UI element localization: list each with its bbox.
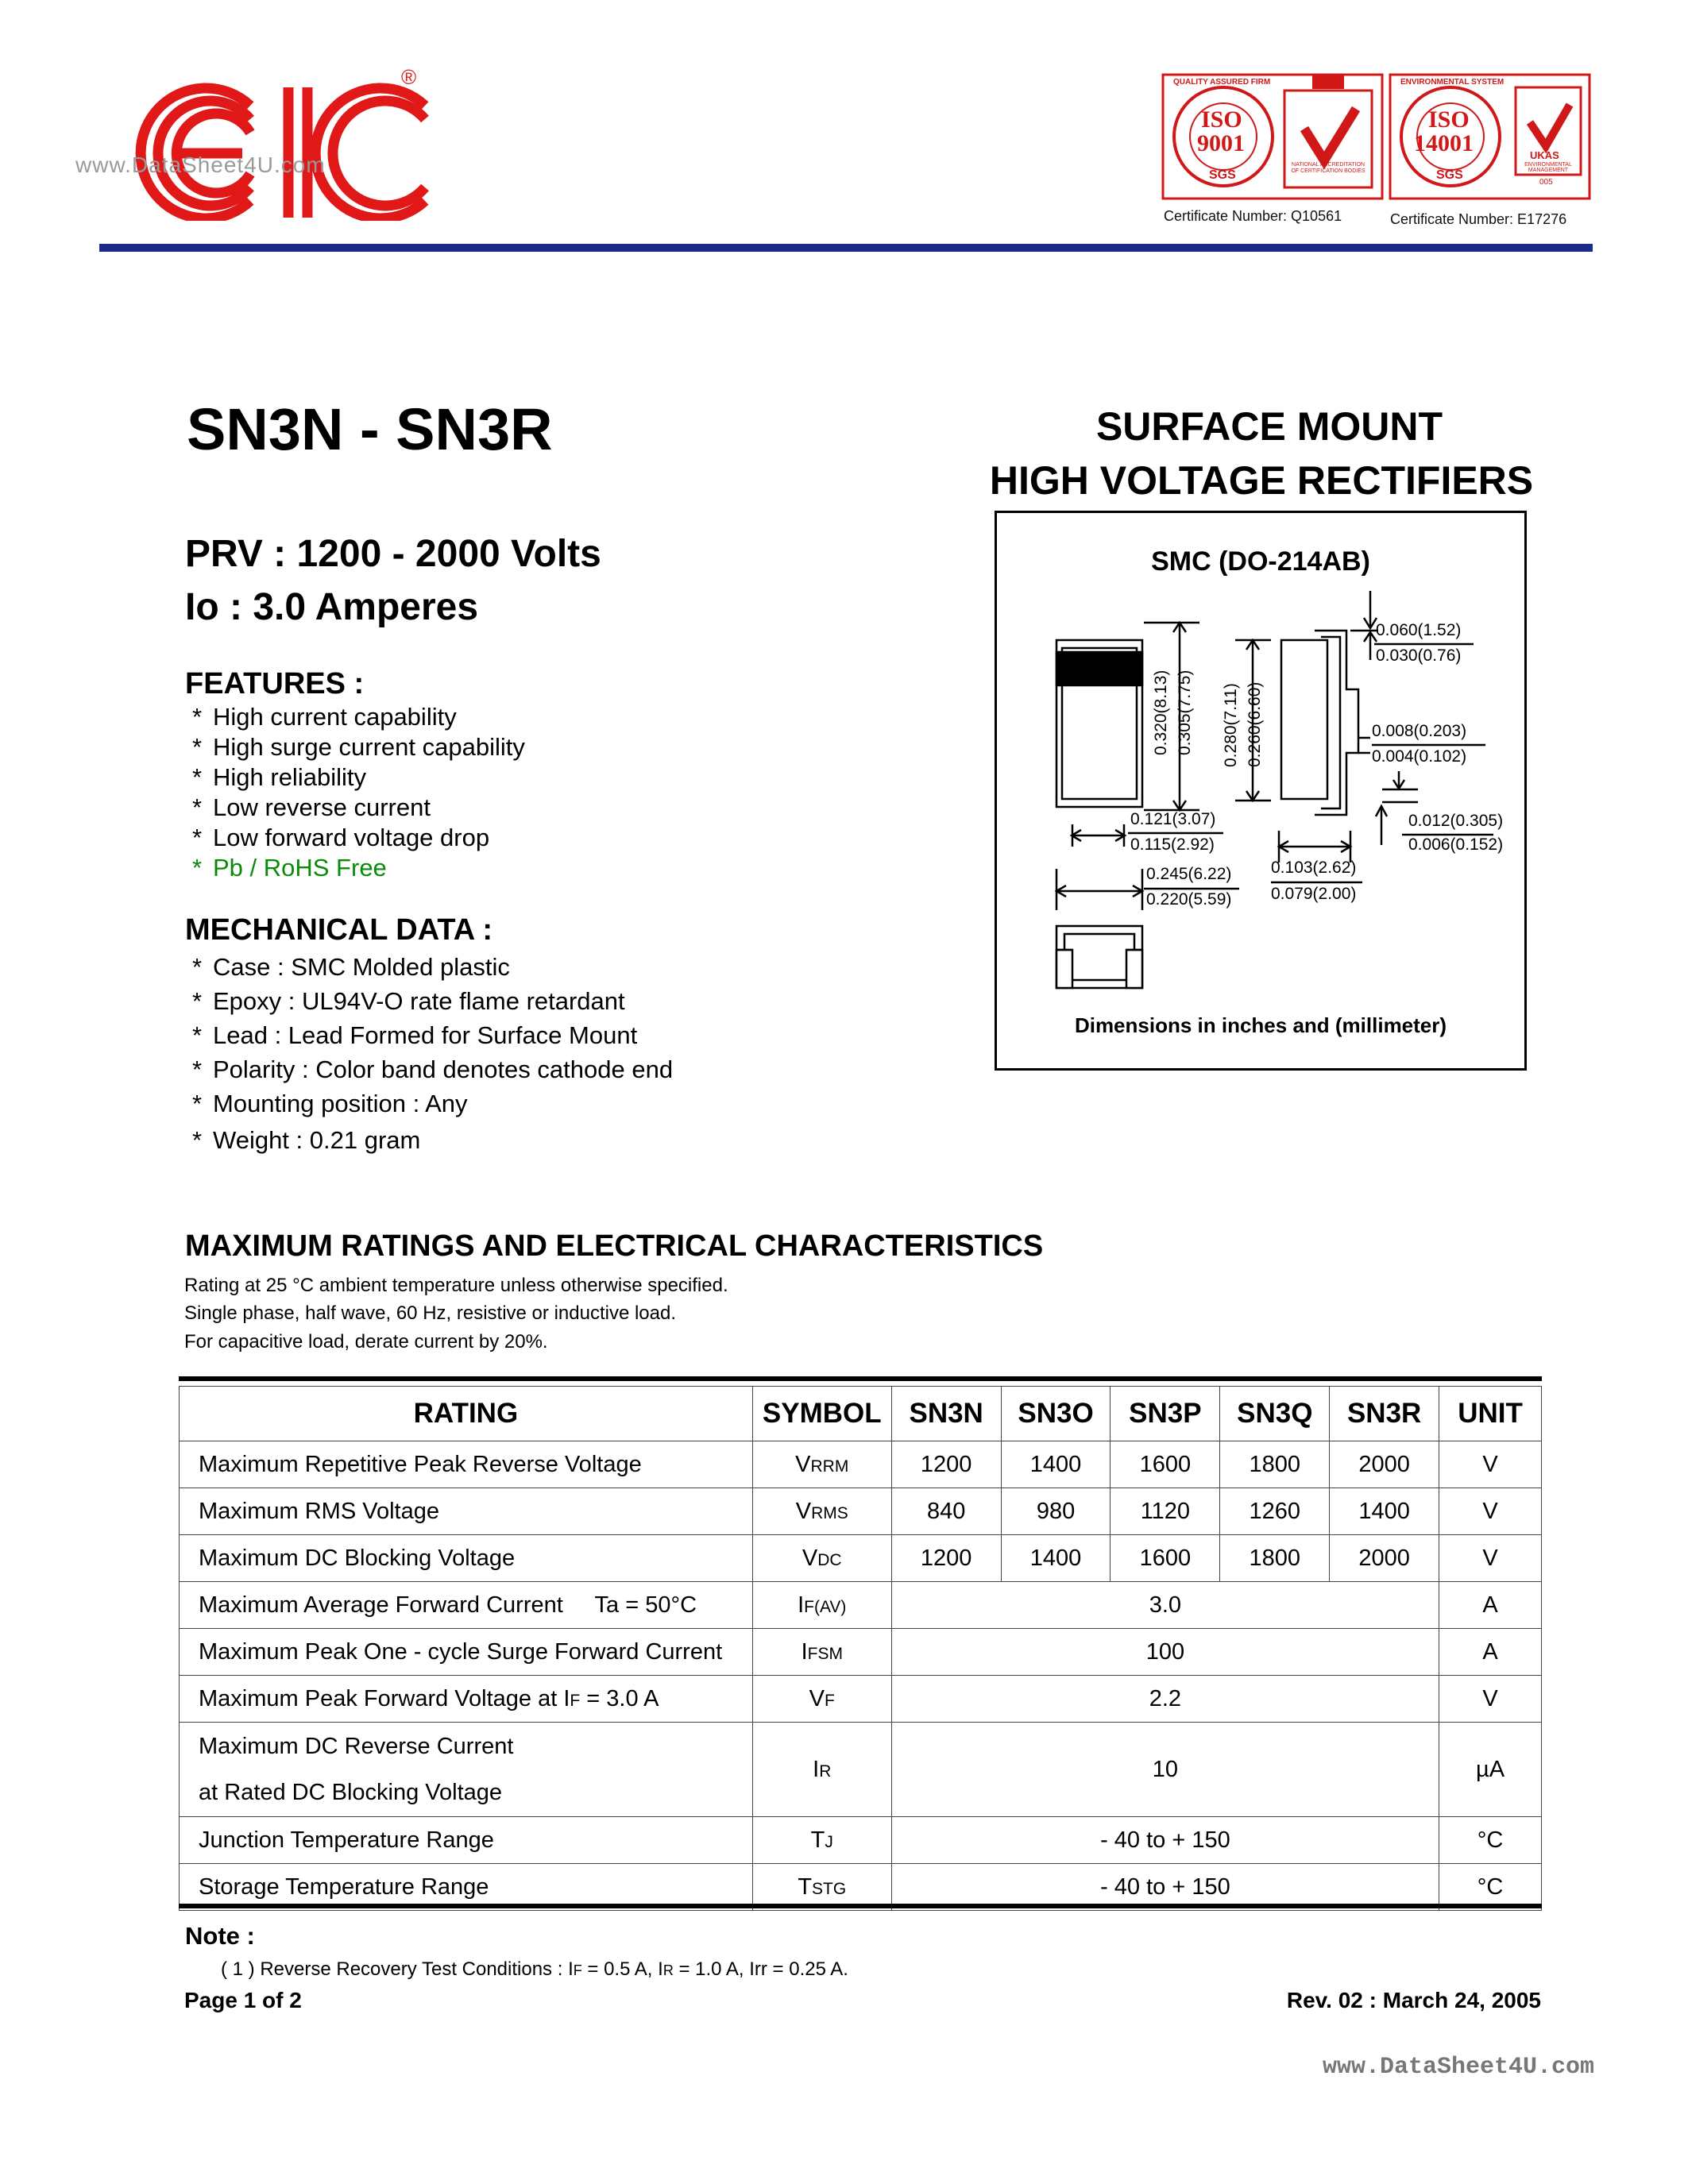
list-item: * Low forward voltage drop xyxy=(191,824,490,851)
table-row xyxy=(180,1488,1542,1535)
eic-logo-graphic xyxy=(131,70,429,221)
symbol-cell: VF xyxy=(752,1676,891,1723)
list-item: * Epoxy : UL94V-O rate flame retardant xyxy=(191,987,625,1015)
list-item: * Weight : 0.21 gram xyxy=(191,1126,421,1154)
value-cell: 2.2 xyxy=(891,1676,1439,1723)
iso14001-number: 14001 xyxy=(1414,130,1474,156)
table-top-rule xyxy=(179,1376,1542,1381)
col-sn3q: SN3Q xyxy=(1220,1387,1330,1441)
dim-d6a: 0.103(2.62) xyxy=(1271,859,1357,877)
col-symbol: SYMBOL xyxy=(752,1387,891,1441)
rating-cell: Maximum RMS Voltage xyxy=(180,1488,753,1535)
iso14001-ring-text: ENVIRONMENTAL SYSTEM xyxy=(1400,78,1505,87)
mechanical-heading: MECHANICAL DATA : xyxy=(185,913,492,947)
rating-cell: Maximum Average Forward Current Ta = 50°C xyxy=(180,1582,753,1629)
value-cell: 1400 xyxy=(1330,1488,1439,1535)
dim-d5a: 0.245(6.22) xyxy=(1146,865,1232,883)
rating-cell: Storage Temperature Range xyxy=(180,1864,753,1911)
note-heading: Note : xyxy=(185,1922,255,1950)
cert1-number: Certificate Number: Q10561 xyxy=(1164,208,1342,224)
table-row xyxy=(180,1582,1542,1629)
iso9001-ring-text: QUALITY ASSURED FIRM xyxy=(1173,78,1271,87)
list-item: * Mounting position : Any xyxy=(191,1090,468,1117)
symbol-cell: VRRM xyxy=(752,1441,891,1488)
header-rule xyxy=(99,244,1593,252)
value-cell: - 40 to + 150 xyxy=(891,1817,1439,1864)
features-heading: FEATURES : xyxy=(185,667,365,700)
col-sn3o: SN3O xyxy=(1001,1387,1111,1441)
table-row xyxy=(180,1535,1542,1582)
value-cell: 10 xyxy=(891,1723,1439,1817)
value-cell: 1200 xyxy=(891,1441,1001,1488)
revision: Rev. 02 : March 24, 2005 xyxy=(1286,1988,1541,2012)
ratings-table xyxy=(179,1386,1542,1911)
value-cell: 1600 xyxy=(1111,1535,1220,1582)
symbol-cell: IR xyxy=(752,1723,891,1817)
value-cell: - 40 to + 150 xyxy=(891,1864,1439,1911)
col-sn3p: SN3P xyxy=(1111,1387,1220,1441)
ukas-text: UKAS xyxy=(1530,149,1559,161)
iso14001-certificate xyxy=(1389,73,1591,200)
dim-v2a: 0.280(7.11) xyxy=(1222,683,1240,767)
list-item: * Low reverse current xyxy=(191,793,431,821)
value-cell: 1200 xyxy=(891,1535,1001,1582)
dim-d6b: 0.079(2.00) xyxy=(1271,885,1357,903)
list-item: * Lead : Lead Formed for Surface Mount xyxy=(191,1021,638,1049)
subtitle-line2: HIGH VOLTAGE RECTIFIERS xyxy=(989,458,1534,503)
value-cell: 1120 xyxy=(1111,1488,1220,1535)
dim-d5b: 0.220(5.59) xyxy=(1146,890,1232,909)
symbol-cell: IF(AV) xyxy=(752,1582,891,1629)
col-rating: RATING xyxy=(180,1387,753,1441)
list-item: * High current capability xyxy=(191,703,457,731)
symbol-cell: TSTG xyxy=(752,1864,891,1911)
page-number: Page 1 of 2 xyxy=(184,1988,302,2012)
eic-logo xyxy=(131,70,429,221)
unit-cell: V xyxy=(1439,1488,1542,1535)
symbol-cell: TJ xyxy=(752,1817,891,1864)
product-title: SN3N - SN3R xyxy=(187,396,553,462)
rating-cell: Maximum DC Blocking Voltage xyxy=(180,1535,753,1582)
iso9001-label: ISO xyxy=(1201,106,1242,133)
dim-d4b: 0.115(2.92) xyxy=(1130,835,1215,854)
list-item-rohs: * Pb / RoHS Free xyxy=(191,854,387,882)
list-item: * Polarity : Color band denotes cathode end xyxy=(191,1055,674,1083)
value-cell: 980 xyxy=(1001,1488,1111,1535)
rating-cell: Maximum Peak Forward Voltage at IF = 3.0 A xyxy=(180,1676,753,1723)
note-text: ( 1 ) Reverse Recovery Test Conditions : IF = 0.5 A, IR = 1.0 A, Irr = 0.25 A. xyxy=(221,1958,848,1980)
col-sn3n: SN3N xyxy=(891,1387,1001,1441)
dim-d3a: 0.012(0.305) xyxy=(1408,812,1504,830)
io-rating: Io : 3.0 Amperes xyxy=(185,586,479,628)
iso9001-certificate xyxy=(1161,73,1384,200)
iso14001-label: ISO xyxy=(1428,106,1470,133)
dim-v1b: 0.305(7.75) xyxy=(1176,669,1194,755)
registered-mark: ® xyxy=(401,65,417,89)
package-title: SMC (DO-214AB) xyxy=(1151,546,1370,577)
table-row xyxy=(180,1441,1542,1488)
prv-rating: PRV : 1200 - 2000 Volts xyxy=(185,533,601,575)
dim-d2b: 0.004(0.102) xyxy=(1372,747,1467,766)
ratings-heading: MAXIMUM RATINGS AND ELECTRICAL CHARACTERISTICS xyxy=(185,1229,1044,1263)
unit-cell: A xyxy=(1439,1629,1542,1676)
list-item: * Case : SMC Molded plastic xyxy=(191,953,510,981)
condition-line-1: Rating at 25 °C ambient temperature unless otherwise specified. xyxy=(184,1275,728,1296)
table-row xyxy=(180,1817,1542,1864)
value-cell: 2000 xyxy=(1330,1441,1439,1488)
rating-cell: Maximum DC Reverse Current at Rated DC Blocking Voltage xyxy=(180,1723,753,1817)
unit-cell: °C xyxy=(1439,1864,1542,1911)
nat-accred-text: NATIONAL ACCREDITATION OF CERTIFICATION BODIES xyxy=(1291,162,1365,174)
table-bottom-rule xyxy=(179,1904,1542,1908)
unit-cell: V xyxy=(1439,1676,1542,1723)
dim-d2a: 0.008(0.203) xyxy=(1372,722,1467,740)
ukas-number: 005 xyxy=(1539,178,1553,187)
symbol-cell: IFSM xyxy=(752,1629,891,1676)
table-row xyxy=(180,1723,1542,1817)
iso14001-sgs: SGS xyxy=(1436,168,1463,182)
dim-d1a: 0.060(1.52) xyxy=(1376,621,1462,639)
unit-cell: µA xyxy=(1439,1723,1542,1817)
symbol-cell: VDC xyxy=(752,1535,891,1582)
list-item: * High reliability xyxy=(191,763,366,791)
condition-line-2: Single phase, half wave, 60 Hz, resistive or inductive load. xyxy=(184,1302,676,1324)
rating-cell: Junction Temperature Range xyxy=(180,1817,753,1864)
table-row xyxy=(180,1676,1542,1723)
value-cell: 840 xyxy=(891,1488,1001,1535)
package-outline-box xyxy=(995,511,1527,1071)
dim-v2b: 0.260(6.60) xyxy=(1246,681,1264,767)
unit-cell: V xyxy=(1439,1441,1542,1488)
dim-v1a: 0.320(8.13) xyxy=(1152,669,1170,755)
value-cell: 3.0 xyxy=(891,1582,1439,1629)
value-cell: 1260 xyxy=(1220,1488,1330,1535)
condition-line-3: For capacitive load, derate current by 20%. xyxy=(184,1331,548,1352)
value-cell: 1800 xyxy=(1220,1441,1330,1488)
value-cell: 1800 xyxy=(1220,1535,1330,1582)
mechanical-list xyxy=(181,950,673,1160)
features-list xyxy=(181,702,525,883)
unit-cell: A xyxy=(1439,1582,1542,1629)
value-cell: 1600 xyxy=(1111,1441,1220,1488)
watermark-bottom: www.DataSheet4U.com xyxy=(1323,2054,1595,2081)
dim-d1b: 0.030(0.76) xyxy=(1376,646,1462,665)
ukas-sub: ENVIRONMENTAL MANAGEMENT xyxy=(1524,162,1572,173)
dim-d4a: 0.121(3.07) xyxy=(1130,810,1216,828)
package-drawing xyxy=(997,513,1524,1068)
value-cell: 2000 xyxy=(1330,1535,1439,1582)
value-cell: 1400 xyxy=(1001,1535,1111,1582)
table-row xyxy=(180,1629,1542,1676)
table-header-row xyxy=(180,1387,1542,1441)
watermark-top: www.DataSheet4U.com xyxy=(75,152,326,177)
iso9001-sgs: SGS xyxy=(1209,168,1236,182)
rating-cell: Maximum Repetitive Peak Reverse Voltage xyxy=(180,1441,753,1488)
col-unit: UNIT xyxy=(1439,1387,1542,1441)
package-caption: Dimensions in inches and (millimeter) xyxy=(1074,1013,1447,1037)
value-cell: 100 xyxy=(891,1629,1439,1676)
subtitle-line1: SURFACE MOUNT xyxy=(1095,404,1443,449)
iso9001-badge xyxy=(1161,73,1384,200)
col-sn3r: SN3R xyxy=(1330,1387,1439,1441)
list-item: * High surge current capability xyxy=(191,733,525,761)
symbol-cell: VRMS xyxy=(752,1488,891,1535)
unit-cell: °C xyxy=(1439,1817,1542,1864)
unit-cell: V xyxy=(1439,1535,1542,1582)
value-cell: 1400 xyxy=(1001,1441,1111,1488)
cert2-number: Certificate Number: E17276 xyxy=(1390,211,1567,227)
iso9001-number: 9001 xyxy=(1197,130,1245,156)
rating-cell: Maximum Peak One - cycle Surge Forward Current xyxy=(180,1629,753,1676)
dim-d3b: 0.006(0.152) xyxy=(1408,835,1504,854)
